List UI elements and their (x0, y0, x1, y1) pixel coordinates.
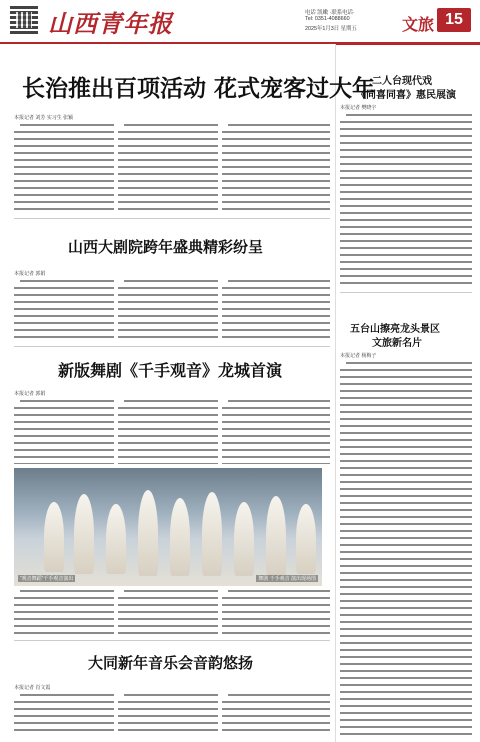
article-title-changzhi: 长治推出百项活动 花式宠客过大年 (22, 76, 376, 102)
masthead-phone: Tel: 0351-4088660 (305, 16, 350, 22)
article-body-column (340, 114, 472, 284)
article-body-column (14, 124, 114, 212)
article-body-column (14, 590, 114, 634)
article-title-concert: 大同新年音乐会音韵悠扬 (88, 654, 254, 672)
article-divider (340, 292, 472, 293)
article-title-errentai: 二人台现代戏 (372, 76, 432, 87)
qr-code-icon (10, 6, 38, 34)
article-body-column (222, 400, 330, 464)
article-byline: 本报记者 刘芳 实习生 张颖 (14, 115, 74, 121)
column-separator (335, 44, 336, 742)
article-byline: 本报记者 杨梅子 (340, 353, 377, 359)
photo-caption-right: 舞剧 千手观音 演出现场图 (258, 576, 316, 582)
article-body-column (118, 400, 218, 464)
section-label: 文旅 (402, 15, 435, 34)
newspaper-logo: 山西青年报 (48, 9, 173, 38)
article-body-column (340, 362, 472, 736)
article-title-dance: 新版舞剧《千手观音》龙城首演 (58, 361, 283, 380)
article-body-column (222, 280, 330, 340)
article-title-wutaishan: 五台山擦亮龙头景区 (350, 324, 440, 335)
photo-caption-left: “观音舞蹈”千手观音演出 (20, 576, 74, 582)
masthead-contact: 电话 凯嫩 ·联系电话· (305, 10, 355, 16)
article-body-column (118, 124, 218, 212)
article-body-column (222, 694, 330, 736)
article-byline: 本报记者 肖文霞 (14, 685, 51, 691)
masthead-date: 2025年1月3日 星期五 (305, 26, 357, 32)
article-byline: 本报记者 郭娟 (14, 391, 46, 397)
article-divider (14, 346, 330, 347)
article-body-column (118, 280, 218, 340)
right-column-top-rule (336, 44, 480, 45)
article-title-errentai-line2: 《同喜同喜》惠民展演 (356, 90, 456, 101)
article-body-column (14, 400, 114, 464)
page-number: 15 (437, 8, 471, 32)
article-body-column (118, 590, 218, 634)
article-byline: 本报记者 郭娟 (14, 271, 46, 277)
dance-performance-photo (14, 468, 322, 586)
masthead (0, 0, 480, 44)
article-title-theater: 山西大剧院跨年盛典精彩纷呈 (68, 238, 264, 256)
article-body-column (14, 694, 114, 736)
article-body-column (222, 590, 330, 634)
article-title-wutaishan-line2: 文旅新名片 (372, 338, 422, 349)
article-divider (14, 218, 330, 219)
article-body-column (14, 280, 114, 340)
article-byline: 本报记者 樊晓宇 (340, 105, 377, 111)
article-divider (14, 640, 330, 641)
article-body-column (118, 694, 218, 736)
article-body-column (222, 124, 330, 212)
